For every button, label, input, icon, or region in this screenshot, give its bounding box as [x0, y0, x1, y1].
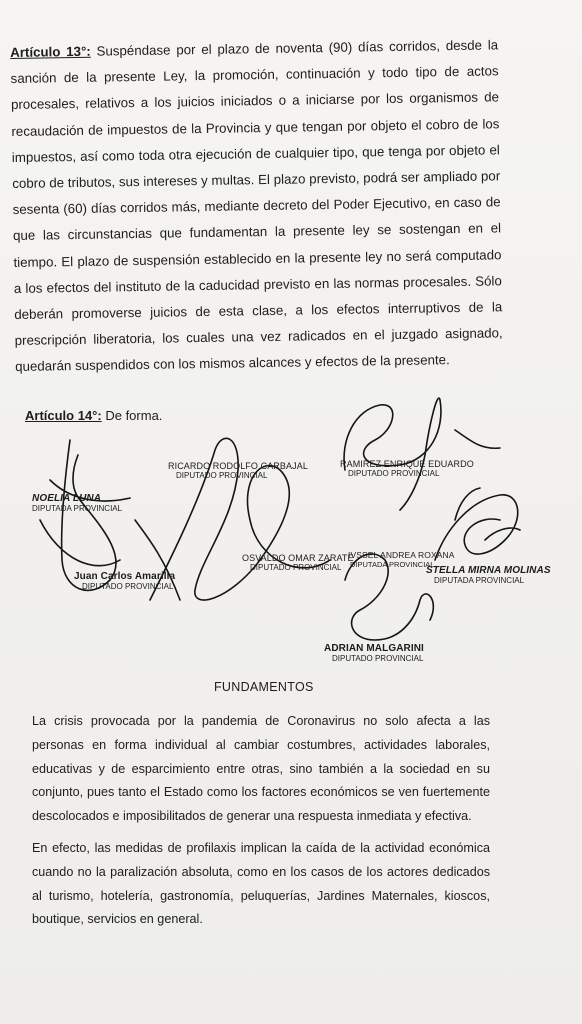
signature-ramirez	[344, 398, 500, 510]
signature-stamp-luna	[32, 494, 122, 514]
signature-stamp-molinas	[426, 566, 551, 586]
signer-name: NOELIA LUNA	[32, 493, 102, 504]
signer-name: RAMIREZ ENRIQUE EDUARDO	[340, 459, 474, 469]
signature-stamp-carbajal	[168, 461, 308, 481]
signer-role: DIPUTADA PROVINCIAL	[350, 560, 435, 569]
signer-name: Juan Carlos Amarilla	[74, 571, 176, 582]
fundamentos-paragraph-1: La crisis provocada por la pandemia de Coronavirus no solo afecta a las personas en forma individual al cambiar costumbres, actividades laborales, educativas y de esparcimiento entre otras, sino también a la sociedad en su conjunto, pues tanto el Estado como los factores económicos se ven fuertemente descolocados e imposibilitados de generar una respuesta inmediata y efectiva.	[32, 714, 490, 824]
signer-name: IVSSEL ANDREA ROXANA	[348, 550, 455, 560]
signer-name: STELLA MIRNA MOLINAS	[426, 565, 551, 576]
signer-role: DIPUTADO PROVINCIAL	[176, 471, 268, 480]
signature-stamp-amarilla	[74, 572, 175, 592]
signature-stamp-ramirez	[340, 459, 474, 479]
signer-role: DIPUTADO PROVINCIAL	[82, 582, 174, 591]
signer-name: ADRIAN MALGARINI	[324, 643, 424, 654]
fundamentos-title: FUNDAMENTOS	[214, 680, 314, 694]
article-13-text: Suspéndase por el plazo de noventa (90) días corridos, desde la sanción de la presente Ley, la promoción, continuación y todo tipo de actos procesales, relativos a los juicios iniciados o a iniciarse por los organismos de recaudación de impuestos de la Provincia y que tengan por objeto el cobro de los impuestos, así como toda otra ejecución de cualquier tipo, que tenga por objeto el cobro de tributos, sus intereses y multas. El plazo previsto, podrá ser ampliado por sesenta (60) días corridos más, mediante decreto del Poder Ejecutivo, en caso de que las circunstancias que fundamentan la presente ley se sostengan en el tiempo. El plazo de suspensión establecido en la presente ley no será computado a los efectos del instituto de la caducidad previsto en las normas procesales. Sólo deberán promoverse juicios de esta clase, a los efectos interruptivos de la prescripción liberatoria, los cuales una vez radicados en el juzgado asignado, quedarán suspendidos con los mismos alcances y efectos de la presente.	[10, 37, 503, 375]
signer-role: DIPUTADA PROVINCIAL	[434, 576, 525, 585]
signer-name: RICARDO RODOLFO CARBAJAL	[168, 461, 308, 471]
signature-stamp-zarate	[242, 553, 354, 573]
signer-role: DIPUTADA PROVINCIAL	[32, 504, 123, 513]
signer-role: DIPUTADO PROVINCIAL	[250, 563, 342, 572]
article-14-text: De forma.	[105, 408, 163, 423]
article-13	[10, 32, 503, 380]
signer-role: DIPUTADO PROVINCIAL	[332, 654, 424, 663]
article-14	[25, 408, 162, 423]
signature-stamp-malgarini	[324, 644, 424, 664]
signature-luna	[40, 440, 130, 590]
signer-name: OSVALDO OMAR ZARATE	[242, 553, 354, 563]
fundamentos-paragraph-2: En efecto, las medidas de profilaxis implican la caída de la actividad económica cuando no la paralización absoluta, como en los casos de los actores dedicados al turismo, hotelería, gastronomía, peluquerías, Jardines Maternales, kioscos, boutique, servicios en general.	[32, 841, 490, 927]
signer-role: DIPUTADO PROVINCIAL	[348, 469, 440, 478]
article-14-heading: Artículo 14°:	[25, 408, 102, 423]
article-13-heading: Artículo 13°:	[10, 43, 91, 60]
